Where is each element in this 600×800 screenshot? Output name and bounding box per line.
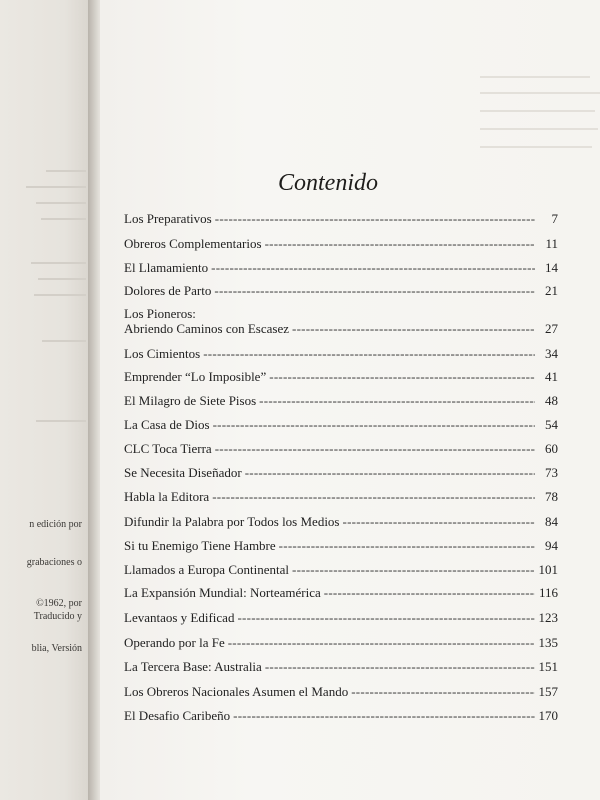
toc-entry-page: 54 — [545, 417, 558, 432]
toc-leader — [265, 236, 535, 252]
toc-leader — [215, 441, 535, 457]
faint-text — [41, 218, 86, 220]
faint-text — [31, 262, 86, 264]
faint-text — [36, 420, 86, 422]
toc-entry — [124, 346, 558, 362]
left-page-line: ©1962, por — [36, 598, 82, 609]
toc-entry-page: 116 — [538, 585, 558, 600]
toc-leader — [203, 346, 535, 362]
toc-entry-title: La Tercera Base: Australia — [124, 659, 262, 674]
toc-entry-title: Se Necesita Diseñador — [124, 465, 242, 480]
faint-text — [26, 186, 86, 188]
toc-entry — [124, 538, 558, 554]
toc-entry-page: 41 — [545, 369, 558, 384]
bleed-through-text — [480, 76, 590, 78]
faint-text — [46, 170, 86, 172]
toc-leader — [213, 417, 535, 433]
toc-entry — [124, 489, 558, 505]
toc-leader — [233, 708, 535, 724]
toc-entry-page: 60 — [545, 441, 558, 456]
toc-entry-page: 73 — [545, 465, 558, 480]
toc-leader — [269, 369, 535, 385]
toc-entry — [124, 659, 558, 675]
toc-leader — [237, 610, 535, 626]
toc-leader — [343, 514, 536, 530]
toc-entry-title: CLC Toca Tierra — [124, 441, 212, 456]
toc-entry-title: Los Preparativos — [124, 211, 212, 226]
toc-entry-title: El Llamamiento — [124, 260, 209, 275]
toc-entry-page: 34 — [545, 346, 558, 361]
left-page-line: blia, Versión — [31, 643, 82, 654]
bleed-through-text — [480, 92, 600, 94]
toc-entry-title: Emprender “Lo Imposible” — [124, 369, 267, 384]
toc-leader — [259, 393, 535, 409]
left-page-line: n edición por — [29, 519, 82, 530]
faint-text — [42, 340, 86, 342]
toc-entry-part-label: Los Pioneros: — [124, 306, 196, 321]
toc-entry-title: La Expansión Mundial: Norteamérica — [124, 585, 321, 600]
faint-text — [34, 294, 86, 296]
toc-entry — [124, 441, 558, 457]
toc-leader — [245, 465, 535, 481]
toc-entry-page: 151 — [538, 659, 558, 674]
toc-entry — [124, 393, 558, 409]
toc-entry — [124, 321, 558, 337]
toc-entry-title: Difundir la Palabra por Todos los Medios — [124, 514, 340, 529]
toc-entry-title: Los Obreros Nacionales Asumen el Mando — [124, 684, 349, 699]
toc-leader — [324, 585, 535, 601]
toc-leader — [228, 635, 535, 651]
contents-page — [100, 0, 600, 800]
left-page-line: Traducido y — [33, 611, 82, 622]
toc-entry-page: 48 — [545, 393, 558, 408]
toc-entry-page: 135 — [538, 635, 558, 650]
toc-entry-page: 123 — [538, 610, 558, 625]
bleed-through-text — [480, 128, 598, 130]
toc-entry-title: El Desafio Caribeño — [124, 708, 231, 723]
toc-entry — [124, 562, 558, 578]
toc-entry — [124, 236, 558, 252]
toc-entry — [124, 585, 558, 601]
toc-entry-page: 21 — [545, 283, 558, 298]
toc-entry-page: 157 — [538, 684, 558, 699]
left-facing-page — [0, 0, 92, 800]
toc-entry — [124, 260, 558, 276]
bleed-through-text — [480, 110, 595, 112]
toc-entry-page: 101 — [538, 562, 558, 577]
toc-leader — [211, 260, 535, 276]
toc-entry-page: 84 — [545, 514, 558, 529]
toc-entry-title: Habla la Editora — [124, 489, 210, 504]
toc-entry — [124, 635, 558, 651]
toc-entry-title: Levantaos y Edificad — [124, 610, 235, 625]
toc-entry-page: 94 — [545, 538, 558, 553]
toc-entry — [124, 465, 558, 481]
faint-text — [36, 202, 86, 204]
page-title: Contenido — [278, 170, 378, 196]
toc-entry-page: 170 — [538, 708, 558, 723]
toc-leader — [265, 659, 535, 675]
toc-entry — [124, 369, 558, 385]
toc-entry — [124, 283, 558, 299]
faint-text — [38, 278, 86, 280]
toc-entry-page: 7 — [551, 211, 558, 226]
toc-entry-page: 78 — [545, 489, 558, 504]
toc-entry — [124, 417, 558, 433]
toc-entry-page: 27 — [545, 321, 558, 336]
toc-entry — [124, 211, 558, 227]
toc-entry-title: Llamados a Europa Continental — [124, 562, 289, 577]
toc-entry-page: 11 — [545, 236, 558, 251]
toc-entry-title: La Casa de Dios — [124, 417, 210, 432]
toc-leader — [215, 211, 535, 227]
toc-entry-title: Abriendo Caminos con Escasez — [124, 321, 289, 336]
toc-entry — [124, 514, 558, 530]
toc-leader — [292, 562, 535, 578]
toc-entry-title: Los Cimientos — [124, 346, 201, 361]
bleed-through-text — [480, 146, 592, 148]
toc-entry — [124, 708, 558, 724]
left-page-line: grabaciones o — [26, 557, 82, 568]
toc-entry-title: El Milagro de Siete Pisos — [124, 393, 257, 408]
toc-entry — [124, 684, 558, 700]
toc-entry-title: Operando por la Fe — [124, 635, 225, 650]
toc-entry-title: Si tu Enemigo Tiene Hambre — [124, 538, 276, 553]
toc-entry-title: Obreros Complementarios — [124, 236, 262, 251]
toc-entry — [124, 610, 558, 626]
toc-leader — [279, 538, 535, 554]
toc-leader — [292, 321, 535, 337]
toc-leader — [212, 489, 535, 505]
toc-leader — [214, 283, 535, 299]
toc-leader — [351, 684, 535, 700]
toc-entry-title: Dolores de Parto — [124, 283, 212, 298]
toc-entry-page: 14 — [545, 260, 558, 275]
